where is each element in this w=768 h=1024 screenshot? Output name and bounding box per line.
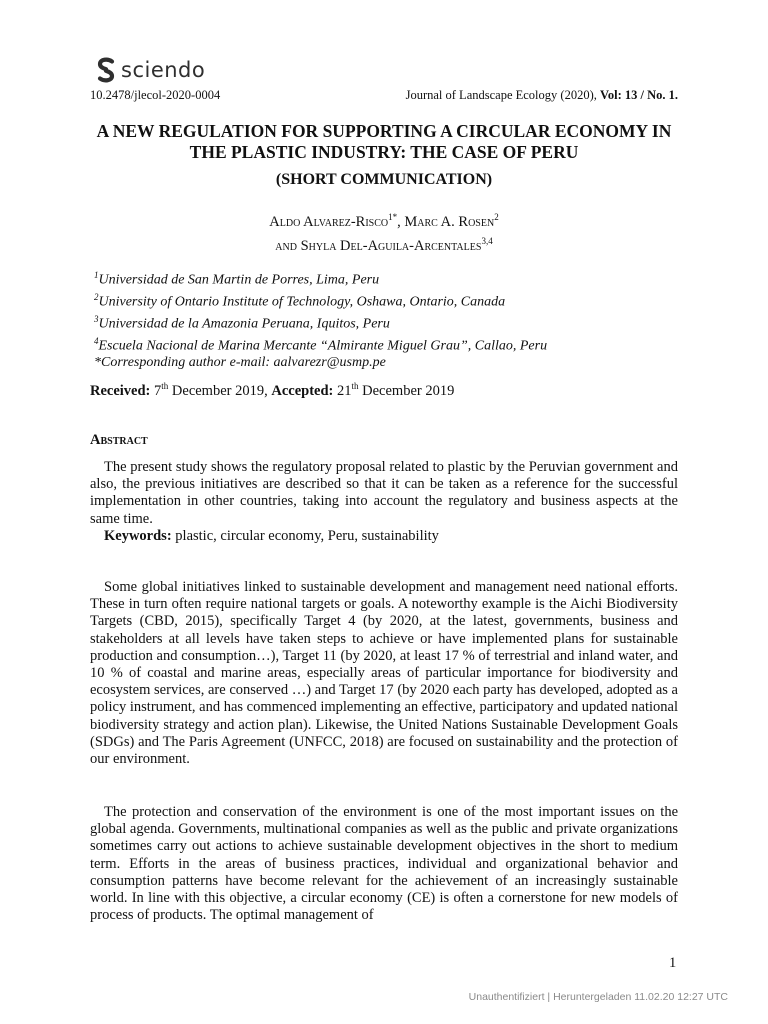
abstract-text: The present study shows the regulatory proposal related to plastic by the Peruvian government and also, the previous initiatives are described so that it can be taken as a reference for the successful implementation in other countries, taking into account the regulatory and business aspects at the same time. <box>90 459 678 527</box>
body-paragraph-2: The protection and conservation of the environment is one of the most important issues on the global agenda. Governments, multinational companies as well as the public and private organizations sometimes carry out actions to achieve sustainable development objectives in the short to medium term. Efforts in the areas of business practices, individual and organizational behavior and consumption patterns have become relevant for the achievement of an increasingly sustainable world. In line with this objective, a circular economy (CE) is often a cornerstone for new models of process of products. The optimal management of <box>90 804 678 924</box>
author-affiliation-mark: 1* <box>388 212 398 222</box>
accepted-label: Accepted: <box>271 382 334 399</box>
affiliation-number: 3 <box>94 313 99 324</box>
affiliation-text: University of Ontario Institute of Technology, Oshawa, Ontario, Canada <box>98 294 506 310</box>
author-name: Aldo Alvarez-Risco <box>269 213 389 230</box>
journal-name: Journal of Landscape Ecology (2020), <box>405 88 600 102</box>
download-footer: Unauthentifiziert | Heruntergeladen 11.02.20 12:27 UTC <box>468 991 728 1003</box>
page-number: 1 <box>669 955 677 971</box>
author-list <box>90 208 678 256</box>
affiliation-list <box>94 267 678 372</box>
affiliation <box>94 311 678 333</box>
author-conjunction: and <box>275 237 301 254</box>
accepted-day: 21 <box>337 382 352 399</box>
affiliation <box>94 289 678 311</box>
author-affiliation-mark: 2 <box>494 212 499 222</box>
body-paragraph-1: Some global initiatives linked to sustainable development and management need national efforts. These in turn often require national targets or goals. A noteworthy example is the Aichi Biodiversity Targets (CBD, 2015), specifically Target 4 (by 2020, at the latest, governments, business and stakeholders at all levels have taken steps to achieve or have implemented plans for sustainable production and consumption…), Target 11 (by 2020, at least 17 % of terrestrial and inland water, and 10 % of coastal and marine areas, especially areas of particular importance for biodiversity and ecosystem services, are conserved …) and Target 17 (by 2020 each party has developed, adopted as a policy instrument, and has commenced implementing an effective, participatory and updated national biodiversity strategy and action plan). Likewise, the United Nations Sustainable Development Goals (SDGs) and The Paris Agreement (UNFCC, 2018) are focused on sustainability and the protection of our environment. <box>90 579 679 768</box>
keywords <box>104 528 678 545</box>
keywords-text: plastic, circular economy, Peru, sustainability <box>171 528 439 544</box>
affiliation-number: 4 <box>94 335 99 346</box>
abstract-heading: Abstract <box>90 432 148 448</box>
received-accepted-dates <box>90 377 678 400</box>
article-title: A NEW REGULATION FOR SUPPORTING A CIRCULAR ECONOMY IN THE PLASTIC INDUSTRY: THE CASE OF PERU <box>96 121 672 162</box>
received-label: Received: <box>90 382 151 399</box>
author-name: Shyla Del-Aguila-Arcentales <box>300 237 482 254</box>
sciendo-s-icon <box>95 56 117 84</box>
publisher-logo <box>95 55 205 85</box>
keywords-label: Keywords: <box>104 528 172 544</box>
doi: 10.2478/jlecol-2020-0004 <box>90 88 221 102</box>
author-separator: , <box>397 213 405 230</box>
affiliation-number: 1 <box>94 270 99 280</box>
article-subtitle: (SHORT COMMUNICATION) <box>275 171 493 188</box>
corresponding-author: *Corresponding author e-mail: aalvarezr@usmp.pe <box>94 355 386 371</box>
affiliation-text: Escuela Nacional de Marina Mercante “Almirante Miguel Grau”, Callao, Peru <box>98 338 548 354</box>
affiliation-text: Universidad de la Amazonia Peruana, Iquitos, Peru <box>98 316 390 332</box>
received-day: 7 <box>154 382 162 399</box>
affiliation-number: 2 <box>94 291 99 302</box>
author-line-2 <box>90 232 678 256</box>
publisher-name: sciendo <box>121 58 206 82</box>
author-line-1 <box>90 208 678 232</box>
affiliation-text: Universidad de San Martin de Porres, Lima, Peru <box>98 272 380 288</box>
volume-issue: Vol: 13 / No. 1. <box>599 88 678 102</box>
affiliation <box>94 333 678 355</box>
author-affiliation-mark: 3,4 <box>481 235 493 246</box>
received-ordinal: th <box>161 381 169 391</box>
accepted-ordinal: th <box>351 381 359 391</box>
journal-citation <box>406 88 678 102</box>
author-name: Marc A. Rosen <box>404 213 495 230</box>
affiliation <box>94 267 678 289</box>
accepted-date: December 2019 <box>358 382 455 399</box>
received-date: December 2019, <box>168 382 272 399</box>
